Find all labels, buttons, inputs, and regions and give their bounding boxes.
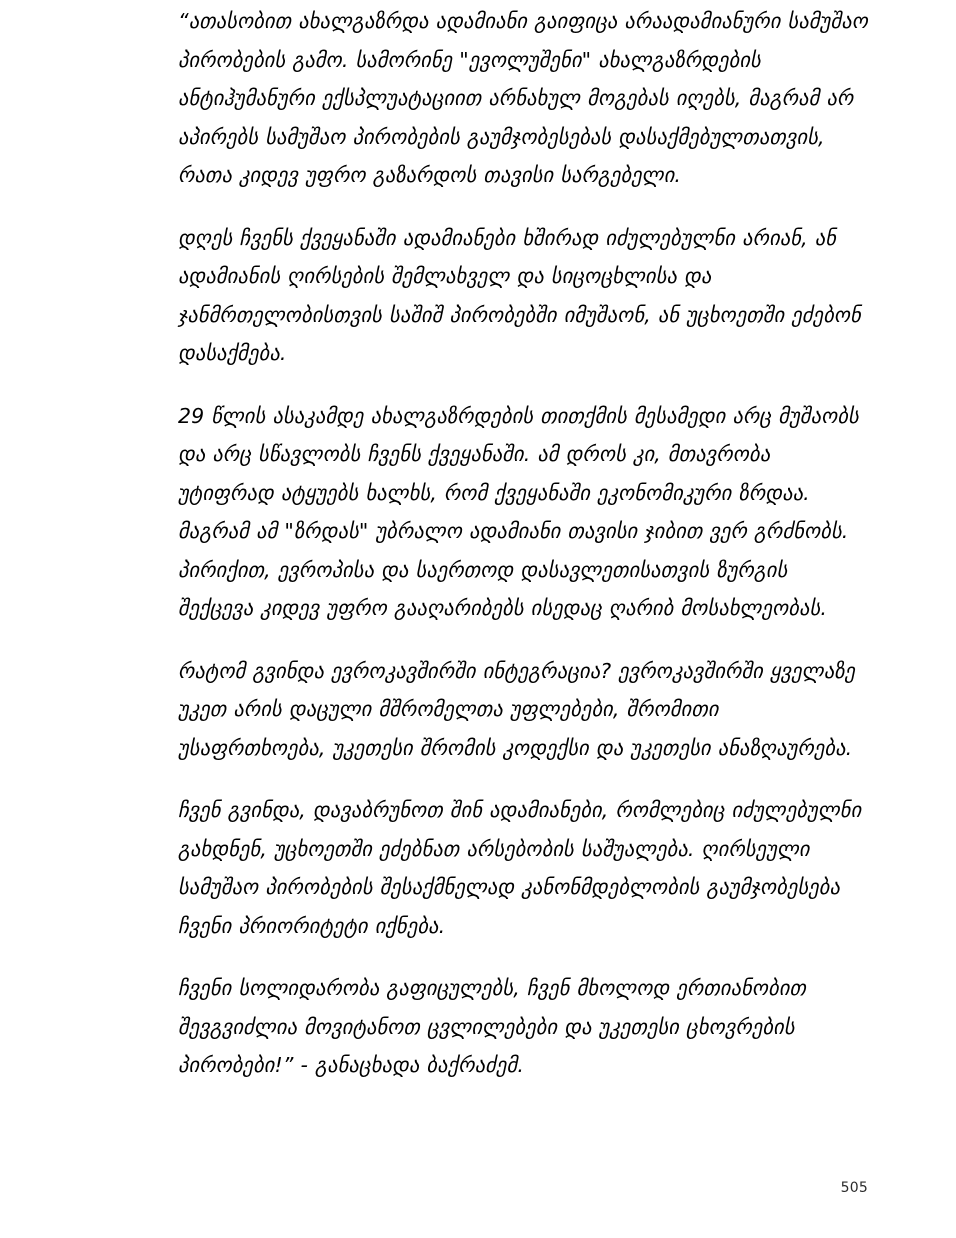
body-paragraph-3: 29 წლის ასაკამდე ახალგაზრდების თითქმის მესამედი არც მუშაობს და არც სწავლობს ჩვენს ქვეყანაში. ამ დროს კი, მთავრობა უტიფრად ატყუებს ხალხს, რომ ქვეყანაში ეკონომიკური ზრდაა. მაგრამ ამ "ზრდას" უბრალო ადამიანი თავისი ჯიბით ვერ გრძნობს. პირიქით, ევროპისა და საერთოდ დასავლეთისათვის ზურგის შექცევა კიდევ უფრო გააღარიბებს ისედაც ღარიბ მოსახლეობას. [178,403,859,620]
page-number: 505 [840,1180,868,1196]
body-text-column [178,0,868,1085]
body-paragraph-5: ჩვენ გვინდა, დავაბრუნოთ შინ ადამიანები, რომლებიც იძულებულნი გახდნენ, უცხოეთში ეძებნათ არსებობის საშუალება. ღირსეული სამუშაო პირობების შესაქმნელად კანონმდებლობის გაუმჯობესება ჩვენი პრიორიტეტი იქნება. [178,798,862,938]
body-paragraph-4: რატომ გვინდა ევროკავშირში ინტეგრაცია? ევროკავშირში ყველაზე უკეთ არის დაცული მშრომელთა უფლებები, შრომითი უსაფრთხოება, უკეთესი შრომის კოდექსი და უკეთესი ანაზღაურება. [178,658,856,760]
body-paragraph-1: “ათასობით ახალგაზრდა ადამიანი გაიფიცა არაადამიანური სამუშაო პირობების გამო. სამორინე "ევოლუშენი" ახალგაზრდების ანტიჰუმანური ექსპლუატაციით არნახულ მოგებას იღებს, მაგრამ არ აპირებს სამუშაო პირობების გაუმჯობესებას დასაქმებულთათვის, რათა კიდევ უფრო გაზარდოს თავისი სარგებელი. [178,9,868,187]
body-paragraph-6: ჩვენი სოლიდარობა გაფიცულებს, ჩვენ მხოლოდ ერთიანობით შევგვიძლია მოვიტანოთ ცვლილებები და უკეთესი ცხოვრების პირობები!” - განაცხადა ბაქრაძემ. [178,976,807,1077]
body-paragraph-2: დღეს ჩვენს ქვეყანაში ადამიანები ხშირად იძულებულნი არიან, ან ადამიანის ღირსების შემლახველ და სიცოცხლისა და ჯანმრთელობისთვის საშიშ პირობებში იმუშაონ, ან უცხოეთში ეძებონ დასაქმება. [178,225,861,365]
